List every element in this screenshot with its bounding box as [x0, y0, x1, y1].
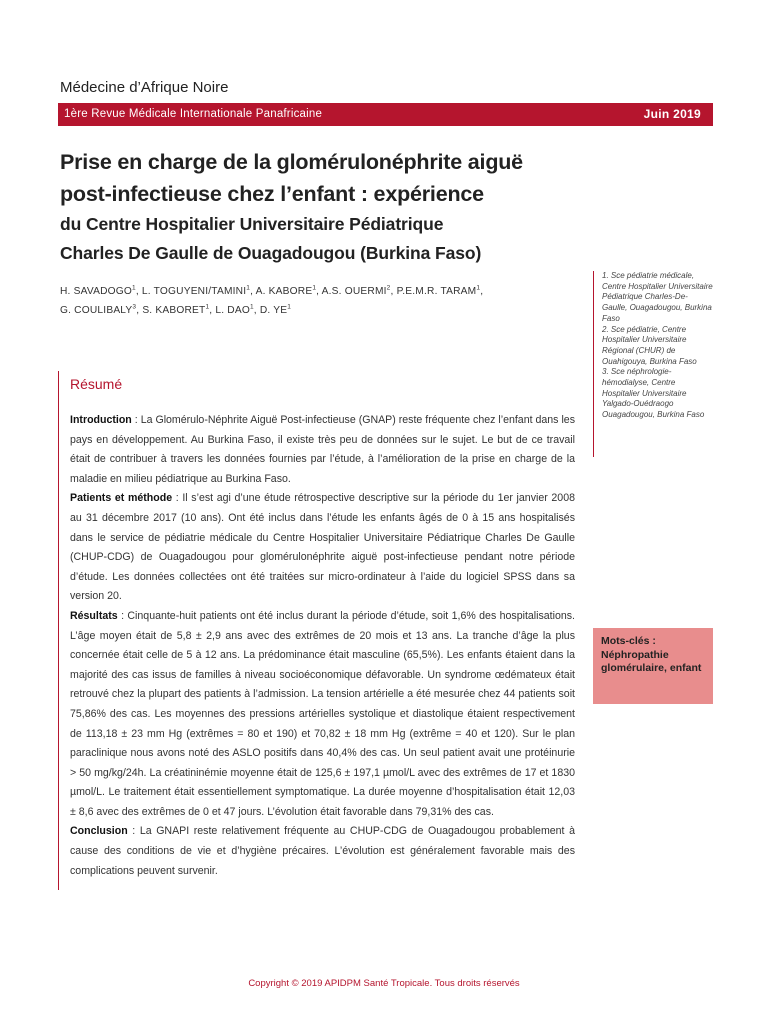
abstract-introduction: Introduction : La Glomérulo-Néphrite Aiguë Post-infectieuse (GNAP) reste fréquente chez l’enfant dans les pays en développement. Au Burkina Faso, il existe très peu de données sur le sujet. Le but de ce travail était de contribuer à travers les données fournies par l’étude, à l’amélioration de la prise en charge de la maladie en milieu pédiatrique au Burkina Faso. — [70, 414, 575, 485]
author-affiliation-mark: 1 — [249, 303, 254, 311]
keywords-box — [593, 628, 713, 704]
section-label: Résultats — [70, 609, 118, 622]
keywords-label: Mots-clés : — [601, 635, 656, 647]
journal-banner — [58, 103, 713, 126]
abstract-methods: Patients et méthode : Il s’est agi d’une étude rétrospective descriptive sur la période du 1er janvier 2008 au 31 décembre 2017 (10 ans). Ont été inclus dans l’étude les enfants âgés de 0 à 15 ans hospitalisés dans le service de pédiatrie médicale du Centre Hospitalier Universitaire Pédiatrique Charles De Gaulle (CHUP-CDG) de Ouagadougou pour glomérulonéphrite aiguë post-infectieuse pendant notre période d’étude. Les données collectées ont été traitées sur micro-ordinateur à l’aide du logiciel SPSS dans sa version 20. — [70, 492, 575, 603]
affiliation-2: 2. Sce pédiatrie, Centre Hospitalier Universitaire Régional (CHUR) de Ouahigouya, Burkina Faso — [602, 324, 697, 366]
article-title — [60, 146, 710, 268]
author-name: S. KABORET — [142, 305, 206, 316]
author-affiliation-mark: 2 — [386, 284, 391, 292]
affiliation-1: 1. Sce pédiatrie médicale, Centre Hospitalier Universitaire Pédiatrique Charles-De-Gaulle, Ouagadougou, Burkina Faso — [602, 271, 713, 323]
section-label: Conclusion — [70, 825, 128, 838]
abstract-conclusion: Conclusion : La GNAPI reste relativement fréquente au CHUP-CDG de Ouagadougou probablement à cause des conditions de vie et d’hygiène précaires. L’évolution est généralement favorable mais des complications peuvent survenir. — [70, 825, 575, 877]
section-label: Introduction — [70, 414, 132, 426]
keywords-text: Néphropathie glomérulaire, enfant — [601, 648, 702, 674]
affiliation-3: 3. Sce néphrologie-hémodialyse, Centre Hospitalier Universitaire Yalgado-Ouédraogo Ouagadougou, Burkina Faso — [602, 367, 705, 420]
abstract-results: Résultats : Cinquante-huit patients ont été inclus durant la période d’étude, soit 1,6% des hospitalisations. L’âge moyen était de 5,8 ± 2,9 ans avec des extrêmes de 20 mois et 13 ans. La tranche d’âge la plus concernée était celle de 5 à 12 ans. La prédominance était masculine (65,5%). Les enfants étaient dans la majorité des cas issus de familles à niveau socioéconomique défavorable. Un syndrome œdémateux était retrouvé chez la plupart des patients à l’admission. La tension artérielle a été mesurée chez 44 patients soit 75,86% des cas. Les moyennes des pressions artérielles systolique et diastolique étaient respectivement de 113,18 ± 23 mm Hg (extrêmes = 80 et 190) et 70,82 ± 18 mm Hg (extrême = 40 et 120). Sur le plan paraclinique nous avons noté des ASLO positifs dans 40,4% des cas. Un seul patient avait une protéinurie > 50 mg/kg/24h. La créatininémie moyenne était de 125,6 ± 197,1 µmol/L avec des extrêmes de 17 et 1830 µmol/L. Le traitement était essentiellement symptomatique. La durée moyenne d’hospitalisation était 12,03 ± 8,6 avec des extrêmes de 0 et 47 jours. L’évolution était favorable dans 79,31% des cas. — [70, 609, 575, 818]
title-line-2: post-infectieuse chez l’enfant : expérience — [60, 182, 484, 206]
journal-name: Médecine d’Afrique Noire — [60, 79, 229, 96]
author-affiliation-mark: 1 — [246, 284, 251, 292]
author-name: L. DAO — [215, 305, 250, 316]
abstract-rule — [58, 371, 59, 890]
title-line-4: Charles De Gaulle de Ouagadougou (Burkina Faso) — [60, 243, 482, 263]
author-name: P.E.M.R. TARAM — [396, 286, 477, 297]
journal-subtitle: 1ère Revue Médicale Internationale Panafricaine — [64, 108, 323, 120]
title-line-3: du Centre Hospitalier Universitaire Pédiatrique — [60, 214, 444, 234]
author-affiliation-mark: 1 — [132, 284, 136, 292]
author-name: A. KABORE — [255, 286, 313, 297]
section-label: Patients et méthode — [70, 492, 173, 505]
author-affiliation-mark: 1 — [287, 303, 292, 311]
title-line-1: Prise en charge de la glomérulonéphrite aiguë — [60, 150, 523, 174]
abstract-heading: Résumé — [70, 376, 123, 392]
author-affiliation-mark: 1 — [312, 284, 317, 292]
author-affiliation-mark: 1 — [476, 284, 481, 292]
author-name: H. SAVADOGO — [60, 286, 133, 297]
author-affiliation-mark: 1 — [205, 303, 210, 311]
copyright: Copyright © 2019 APIDPM Santé Tropicale. Tous droits réservés — [248, 978, 520, 989]
author-name: D. YE — [259, 305, 288, 316]
author-name: L. TOGUYENI/TAMINI — [141, 286, 247, 297]
author-name: A.S. OUERMI — [321, 286, 387, 297]
abstract-body — [70, 411, 575, 881]
author-list: H. SAVADOGO$^1$, L. TOGUYENI/TAMINI$^1$, A. KABORE$^1$, A.S. OUERMI$^2$, P.E.M.R. TARAM$^1$, G. COULIBALY$^3$, S. KABORET$^1$, L. DAO$^1$, D. $YE^1$ — [60, 284, 484, 316]
author-affiliation-mark: 3 — [132, 303, 137, 311]
issue-date: Juin 2019 — [643, 107, 701, 121]
author-name: G. COULIBALY — [60, 305, 133, 316]
affiliations — [593, 271, 713, 457]
